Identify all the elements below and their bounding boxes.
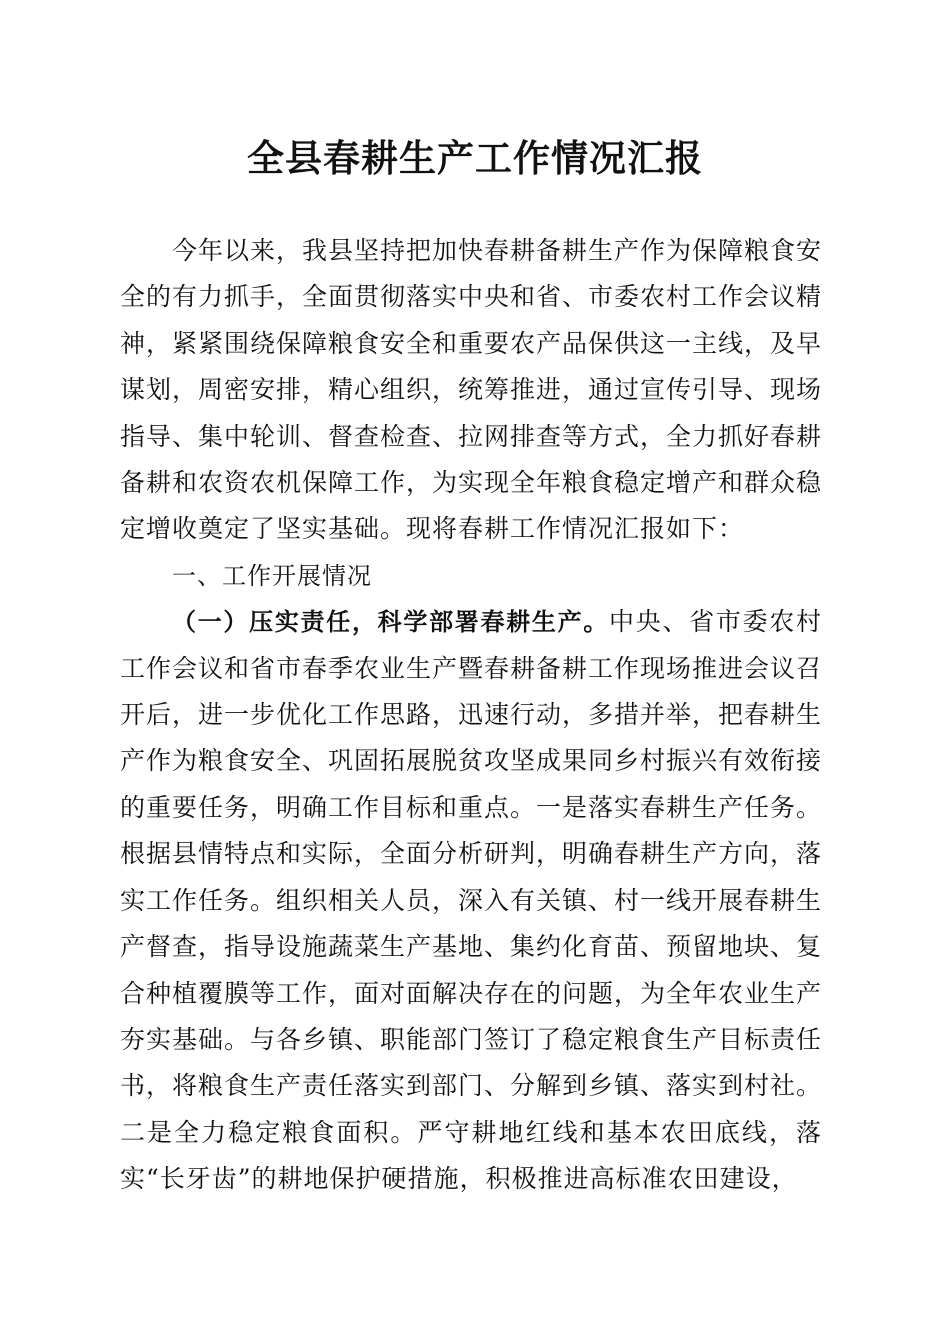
subsection-lead: （一）压实责任，科学部署春耕生产。 [172, 608, 610, 637]
document-title: 全县春耕生产工作情况汇报 [247, 136, 703, 180]
intro-paragraph: 今年以来，我县坚持把加快春耕备耕生产作为保障粮食安全的有力抓手，全面贯彻落实中央和省、市委农村工作会议精神，紧紧围绕保障粮食安全和重要农产品保供这一主线，及早谋划，周密安排，精心组织，统筹推进，通过宣传引导、现场指导、集中轮训、督查检查、拉网排查等方式，全力抓好春耕备耕和农资农机保障工作，为实现全年粮食稳定增产和群众稳定增收奠定了坚实基础。现将春耕工作情况汇报如下： [120, 236, 823, 544]
document-body [120, 228, 822, 1203]
subsection-body: 中央、省市委农村工作会议和省市春季农业生产暨春耕备耕工作现场推进会议召开后，进一步优化工作思路，迅速行动，多措并举，把春耕生产作为粮食安全、巩固拓展脱贫攻坚成果同乡村振兴有效衔接的重要任务，明确工作目标和重点。一是落实春耕生产任务。根据县情特点和实际，全面分析研判，明确春耕生产方向，落实工作任务。组织相关人员，深入有关镇、村一线开展春耕生产督查，指导设施蔬菜生产基地、集约化育苗、预留地块、复合种植覆膜等工作，面对面解决存在的问题，为全年农业生产夯实基础。与各乡镇、职能部门签订了稳定粮食生产目标责任书，将粮食生产责任落实到部门、分解到乡镇、落实到村社。二是全力稳定粮食面积。严守耕地红线和基本农田底线，落实“长牙齿”的耕地保护硬措施，积极推进高标准农田建设， [120, 607, 823, 1194]
section-heading: 一、工作开展情况 [172, 561, 372, 590]
subsection-paragraph [120, 599, 822, 1202]
